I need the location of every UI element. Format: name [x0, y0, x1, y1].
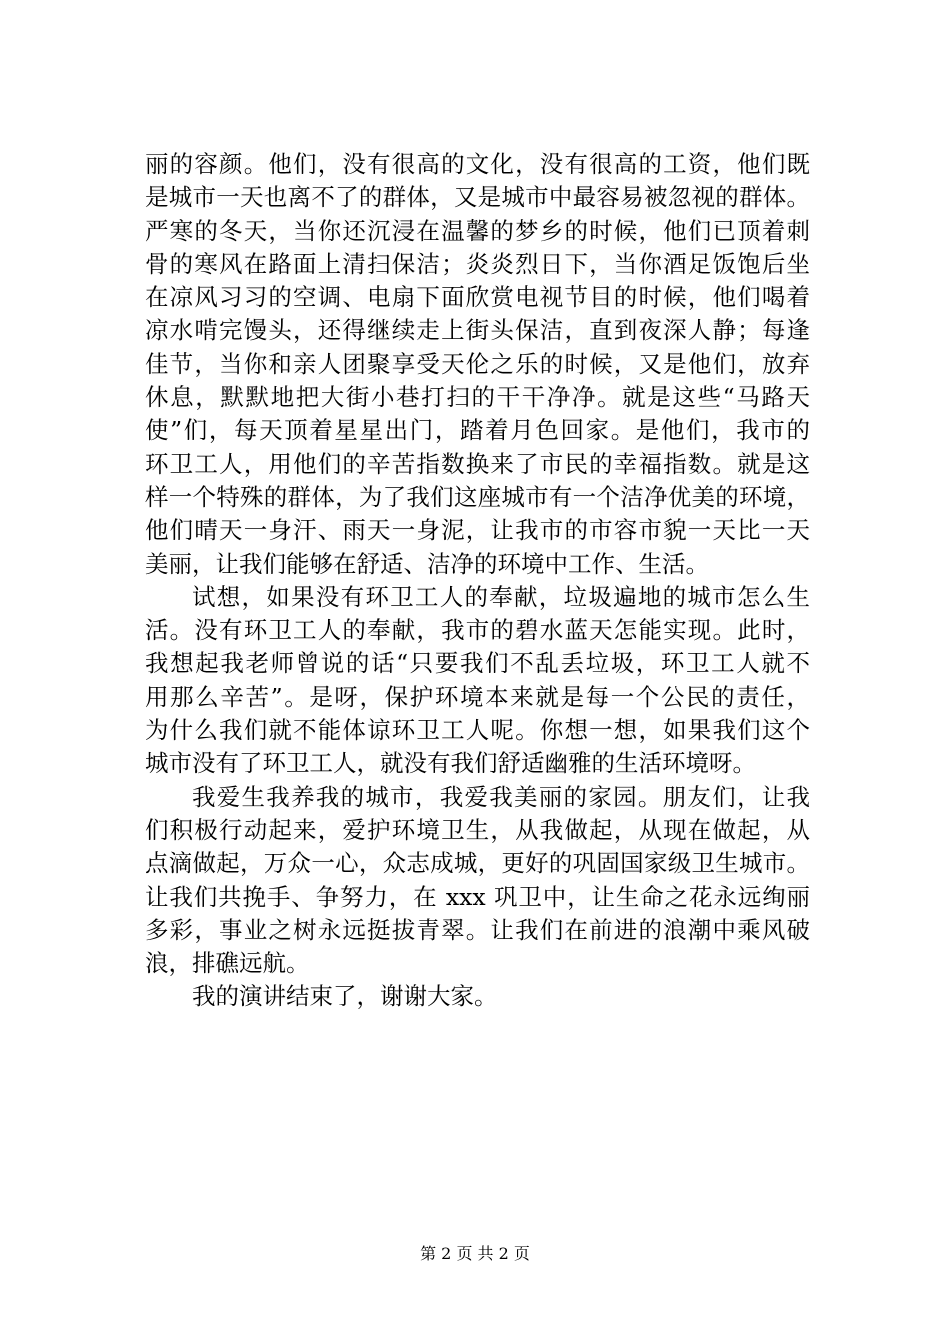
text-line: 丽的容颜。他们，没有很高的文化，没有很高的工资，他们既 [145, 150, 810, 178]
text-line: 严寒的冬天，当你还沉浸在温馨的梦乡的时候，他们已顶着刺 [145, 216, 810, 245]
text-line: 城市没有了环卫工人，就没有我们舒适幽雅的生活环境呀。 [145, 749, 756, 778]
text-line: 凉水啃完馒头，还得继续走上街头保洁，直到夜深人静；每逢 [145, 316, 810, 345]
text-line: 是城市一天也离不了的群体，又是城市中最容易被忽视的群体。 [145, 183, 810, 212]
text-line: 骨的寒风在路面上清扫保洁；炎炎烈日下，当你酒足饭饱后坐 [145, 249, 810, 278]
text-line: 休息，默默地把大街小巷打扫的干干净净。就是这些“马路天 [145, 383, 810, 412]
text-line: 使”们，每天顶着星星出门，踏着月色回家。是他们，我市的 [145, 416, 810, 445]
text-line: 试想，如果没有环卫工人的奉献，垃圾遍地的城市怎么生 [192, 582, 810, 611]
text-line: 在凉风习习的空调、电扇下面欣赏电视节目的时候，他们喝着 [145, 283, 810, 312]
text-line: 浪，排礁远航。 [145, 949, 310, 978]
text-line: 我的演讲结束了，谢谢大家。 [192, 982, 498, 1011]
document-body [145, 148, 810, 1014]
page-number-label: 第 2 页 共 2 页 [420, 1244, 530, 1263]
text-line: 美丽，让我们能够在舒适、洁净的环境中工作、生活。 [145, 549, 709, 578]
text-line: 活。没有环卫工人的奉献，我市的碧水蓝天怎能实现。此时， [145, 616, 810, 645]
text-line: 环卫工人，用他们的辛苦指数换来了市民的幸福指数。就是这 [145, 449, 810, 478]
text-line: 为什么我们就不能体谅环卫工人呢。你想一想，如果我们这个 [145, 716, 810, 745]
paragraph-3 [145, 781, 810, 981]
text-line: 样一个特殊的群体，为了我们这座城市有一个洁净优美的环境， [145, 482, 810, 511]
text-line: 他们晴天一身汗、雨天一身泥，让我市的市容市貌一天比一天 [145, 516, 810, 545]
text-line: 点滴做起，万众一心，众志成城，更好的巩固国家级卫生城市。 [145, 849, 810, 878]
text-line: 让我们共挽手、争努力，在 xxx 巩卫中，让生命之花永远绚丽 [145, 882, 810, 911]
text-line: 我爱生我养我的城市，我爱我美丽的家园。朋友们，让我 [192, 782, 810, 811]
paragraph-1 [145, 148, 810, 581]
paragraph-2 [145, 581, 810, 781]
text-line: 佳节，当你和亲人团聚享受天伦之乐的时候，又是他们，放弃 [145, 349, 810, 378]
page-footer [0, 1243, 950, 1265]
text-line: 用那么辛苦”。是呀，保护环境本来就是每一个公民的责任， [145, 682, 810, 711]
text-line: 我想起我老师曾说的话“只要我们不乱丢垃圾，环卫工人就不 [145, 649, 810, 678]
paragraph-4 [145, 980, 810, 1013]
text-line: 多彩，事业之树永远挺拔青翠。让我们在前进的浪潮中乘风破 [145, 915, 810, 944]
text-line: 们积极行动起来，爱护环境卫生，从我做起，从现在做起，从 [145, 815, 810, 844]
